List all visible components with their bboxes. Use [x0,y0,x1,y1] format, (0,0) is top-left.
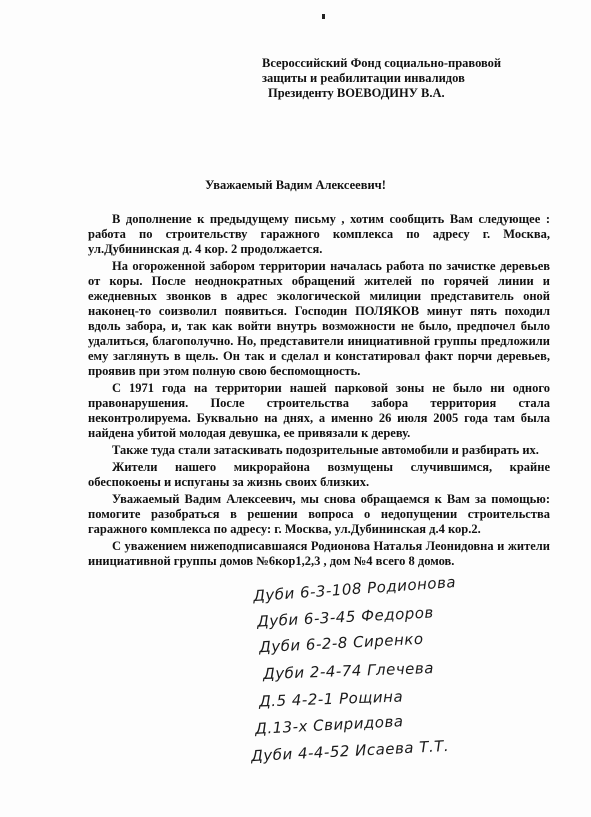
letter-body [88,212,550,571]
addressee-block [262,56,562,101]
salutation: Уважаемый Вадим Алексеевич! [205,178,386,192]
addressee-line-2: защиты и реабилитации инвалидов [262,71,465,85]
addressee-line-3: Президенту ВОЕВОДИНУ В.А. [268,86,445,100]
paragraph: В дополнение к предыдущему письму , хотим сообщить Вам следующее : работа по строительству гаражного комплекса по адресу г. Москва, ул.Дубининская д. 4 кор. 2 продолжается. [88,212,550,256]
handwritten-signature: Дуби 2-4-74 Глечева [262,659,435,683]
addressee-line-1: Всероссийский Фонд социально-правовой [262,56,502,70]
paragraph: Уважаемый Вадим Алексеевич, мы снова обращаемся к Вам за помощью: помогите разобраться в решении вопроса о недопущении строительства гаражного комплекса по адресу: г. Москва, ул.Дубининская д.4 кор.2. [88,492,550,536]
paragraph: На огороженной забором территории началась работа по зачистке деревьев от коры. После неоднократных обращений жителей по горячей линии и ежедневных звонков в адрес экологической милиции представитель оной наконец-то соизволил появиться. Господин ПОЛЯКОВ минут пять походил вдоль забора, и, так как войти внутрь возможности не было, предпочел было удалиться, благополучно. Но, представители инициативной группы предложили ему заглянуть в щель. Он так и сделал и констатировал факт порчи деревьев, проявив при этом полную свою беспомощность. [88,259,550,378]
scan-mark [322,14,325,19]
signature-list [245,570,585,770]
handwritten-signature: Дуби 6-3-45 Федоров [256,603,435,631]
paragraph: С уважением нижеподписавшаяся Родионова Наталья Леонидовна и жители инициативной группы домов №6кор1,2,3 , дом №4 всего 8 домов. [88,539,550,568]
handwritten-signature: Дуби 6-3-108 Родионова [252,572,457,606]
handwritten-signature: Дуби 4-4-52 Исаева Т.Т. [250,736,450,766]
paragraph: Жители нашего микрорайона возмущены случившимся, крайне обеспокоены и испуганы за жизнь своих близких. [88,460,550,489]
handwritten-signature: Д.13-х Свиридова [254,712,404,738]
handwritten-signature: Дуби 6-2-8 Сиренко [258,629,424,657]
paragraph: Также туда стали затаскивать подозрительные автомобили и разбирать их. [112,443,539,457]
handwritten-signature: Д.5 4-2-1 Рощина [258,687,404,711]
paragraph: С 1971 года на территории нашей парковой зоны не было ни одного правонарушения. После строительства забора территория стала неконтролируема. Буквально на днях, а именно 26 июля 2005 года там была найдена убитой молодая девушка, ее привязали к дереву. [88,381,550,440]
